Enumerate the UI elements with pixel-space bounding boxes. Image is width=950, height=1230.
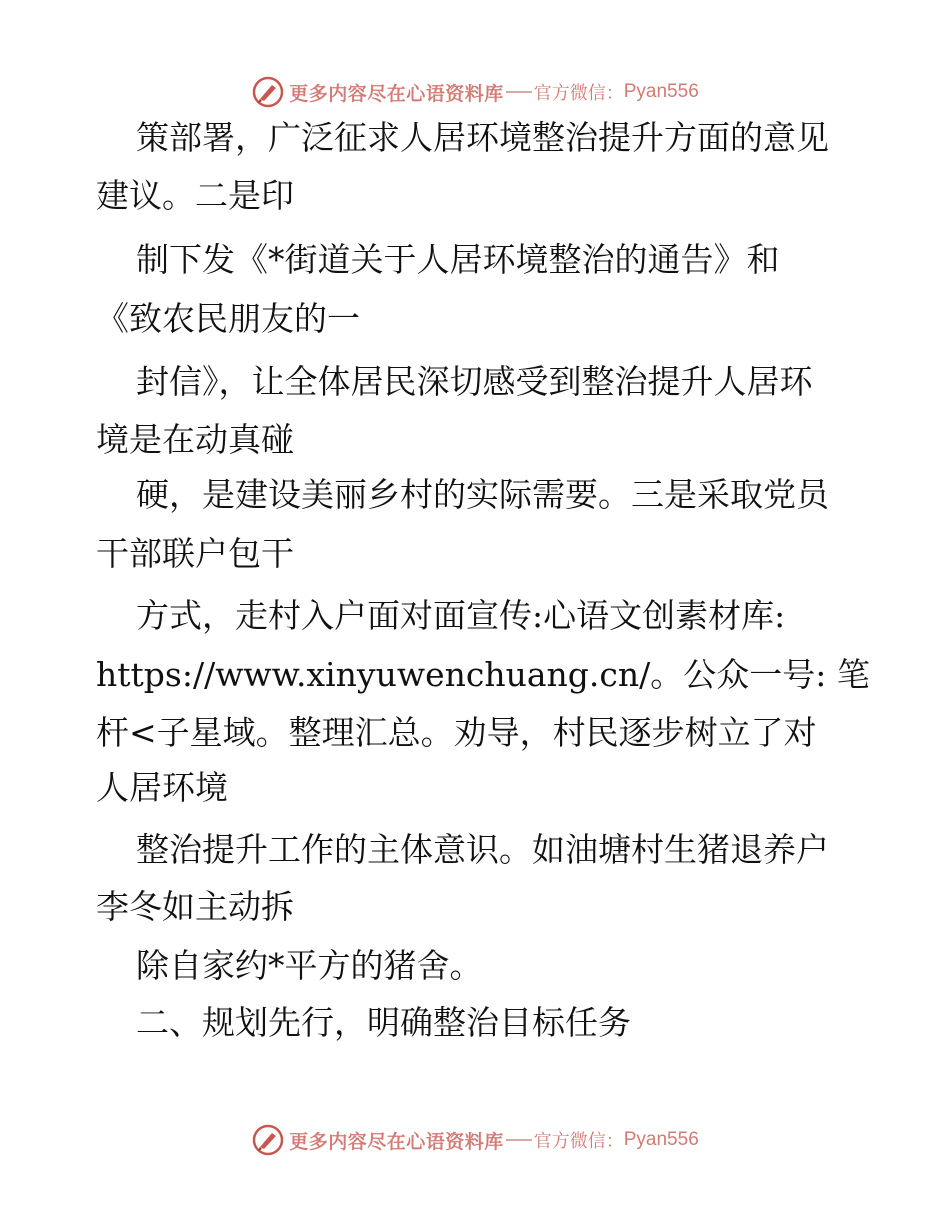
body-line: 境是在动真碰 — [96, 420, 294, 459]
brand-logo-icon — [251, 1123, 285, 1157]
body-line: 除自家约*平方的猪舍。 — [136, 946, 483, 985]
body-line: 李冬如主动拆 — [96, 887, 294, 926]
body-line: 硬，是建设美丽乡村的实际需要。三是采取党员 — [136, 475, 829, 514]
body-line: 策部署，广泛征求人居环境整治提升方面的意见 — [136, 118, 829, 157]
body-line: 《致农民朋友的一 — [96, 299, 360, 338]
body-line: https://www.xinyuwenchuang.cn/。公众一号: 笔 — [96, 655, 870, 694]
header-banner-suffix: 官方微信： — [533, 83, 624, 104]
footer-banner-handle: Pyan556 — [623, 1129, 699, 1150]
footer-banner-text: 更多内容尽在心语资料库 — [289, 1130, 504, 1153]
body-line: 方式，走村入户面对面宣传:心语文创素材库: — [136, 596, 786, 635]
body-line: 制下发《*街道关于人居环境整治的通告》和 — [136, 240, 780, 279]
section-heading: 二、规划先行，明确整治目标任务 — [136, 1003, 631, 1042]
body-line: 人居环境 — [96, 768, 228, 807]
footer-banner — [0, 1120, 950, 1160]
header-banner-handle: Pyan556 — [623, 81, 699, 102]
footer-banner-divider — [506, 1139, 532, 1141]
body-line: 整治提升工作的主体意识。如油塘村生猪退养户 — [136, 830, 829, 869]
body-line: 杆<子星域。整理汇总。劝导，村民逐步树立了对 — [96, 713, 817, 752]
body-line: 建议。二是印 — [96, 176, 294, 215]
header-banner — [0, 72, 950, 112]
brand-logo-icon — [251, 75, 285, 109]
body-line: 封信》，让全体居民深切感受到整治提升人居环 — [136, 362, 813, 401]
header-banner-divider — [506, 91, 532, 93]
body-line: 干部联户包干 — [96, 534, 294, 573]
footer-banner-suffix: 官方微信： — [533, 1131, 624, 1152]
header-banner-text: 更多内容尽在心语资料库 — [289, 82, 504, 105]
